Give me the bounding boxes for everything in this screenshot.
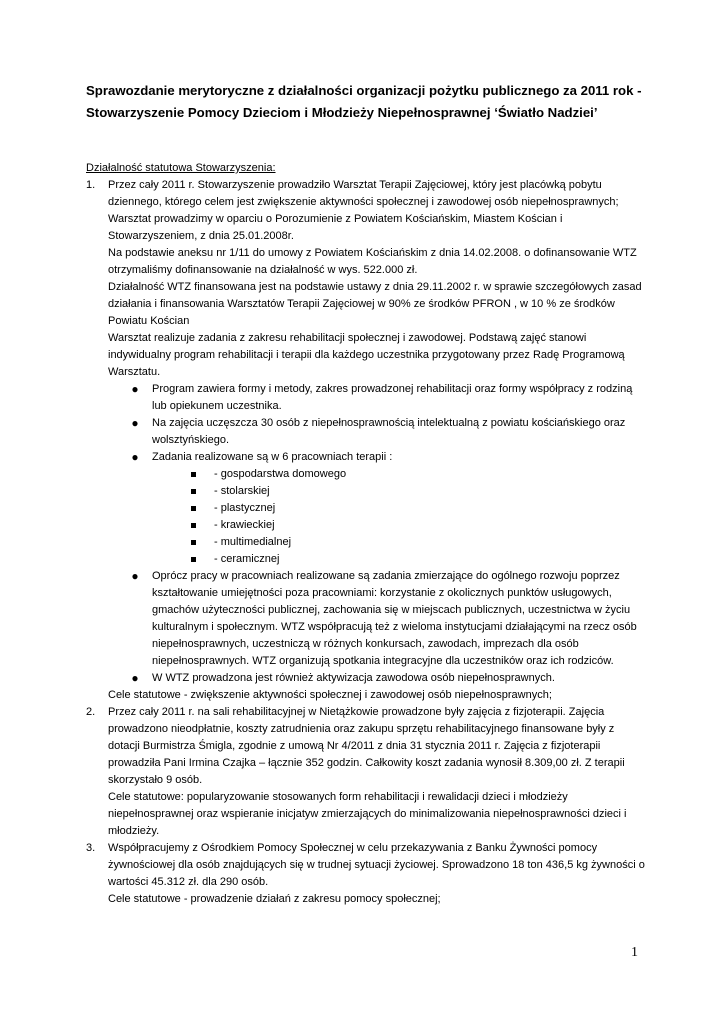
bullet-text: Program zawiera formy i metody, zakres prowadzonej rehabilitacji oraz formy współpracy z rodziną lub opiekunem uczestnika.: [152, 383, 633, 412]
bullet-dot-icon: ●: [131, 671, 139, 685]
section-heading: Działalność statutowa Stowarzyszenia:: [86, 162, 276, 174]
workshop-item: [190, 466, 646, 483]
workshop-item: [190, 500, 646, 517]
workshop-name: - multimedialnej: [214, 536, 292, 548]
list-item-3: [86, 840, 646, 908]
workshop-list: [108, 466, 646, 568]
workshop-item: [190, 483, 646, 500]
square-bullet-icon: [191, 540, 196, 545]
workshop-item: [190, 517, 646, 534]
bullet-item: [128, 381, 646, 415]
paragraph: Cele statutowe - prowadzenie działań z zakresu pomocy społecznej;: [108, 893, 441, 905]
paragraph: Współpracujemy z Ośrodkiem Pomocy Społecznej w celu przekazywania z Banku Żywności pomocy żywnościowej dla osób znajdujących się w trudnej sytuacji życiowej. Sprowadzono 18 ton 436,5 kg żywności o wartości 45.312 zł. dla 290 osób.: [108, 842, 645, 888]
workshop-name: - ceramicznej: [214, 553, 280, 565]
paragraph: Przez cały 2011 r. Stowarzyszenie prowadziło Warsztat Terapii Zajęciowej, który jest placówką pobytu dziennego, którego celem jest zwiększenie aktywności społecznej i zawodowej osób niepełnosprawnych;: [108, 179, 619, 208]
paragraph: Warsztat prowadzimy w oparciu o Porozumienie z Powiatem Kościańskim, Miastem Kościan i Stowarzyszeniem, z dnia 25.01.2008r.: [108, 213, 563, 242]
item-number: 1.: [86, 179, 96, 191]
document-body: [86, 160, 646, 908]
square-bullet-icon: [191, 489, 196, 494]
paragraph: Na podstawie aneksu nr 1/11 do umowy z Powiatem Kościańskim z dnia 14.02.2008. o dofinansowanie WTZ otrzymaliśmy dofinansowanie na działalność w wys. 522.000 zł.: [108, 247, 637, 276]
bullet-item: [128, 415, 646, 449]
paragraph: Cele statutowe: popularyzowanie stosowanych form rehabilitacji i rewalidacji dzieci i młodzieży niepełnosprawnej oraz wspieranie inicjatyw zmierzających do minimalizowania niepełnosprawności dzieci i młodzieży.: [108, 791, 627, 837]
list-item-2: [86, 704, 646, 840]
list-item-1: [86, 177, 646, 704]
workshop-item: [190, 534, 646, 551]
bullet-list: [108, 381, 646, 466]
bullet-dot-icon: ●: [131, 569, 139, 583]
square-bullet-icon: [191, 557, 196, 562]
bullet-text: Oprócz pracy w pracowniach realizowane są zadania zmierzające do ogólnego rozwoju poprzez kształtowanie umiejętności poza pracowniami: korzystanie z okolicznych punktów usługowych, gmachów użyteczności publicznej, zachowania się w miejscach publicznych, uczestnictwa w życiu kulturalnym i społecznym. WTZ współpracują też z wieloma instytucjami działającymi na rzecz osób niepełnosprawnych, uczestniczą w różnych konkursach, zawodach, imprezach dla osób niepełnosprawnych. WTZ organizują spotkania integracyjne dla uczestników oraz ich rodziców.: [152, 570, 637, 667]
page-number: 1: [631, 945, 638, 960]
bullet-text: Zadania realizowane są w 6 pracowniach terapii :: [152, 451, 393, 463]
bullet-item: [128, 568, 646, 670]
bullet-text: Na zajęcia uczęszcza 30 osób z niepełnosprawnością intelektualną z powiatu kościańskiego oraz wolsztyńskiego.: [152, 417, 626, 446]
bullet-list: [108, 568, 646, 687]
bullet-text: W WTZ prowadzona jest również aktywizacja zawodowa osób niepełnosprawnych.: [152, 672, 555, 684]
workshop-name: - krawieckiej: [214, 519, 275, 531]
bullet-item: [128, 670, 646, 687]
paragraph: Przez cały 2011 r. na sali rehabilitacyjnej w Nietążkowie prowadzone były zajęcia z fizjoterapii. Zajęcia prowadzono nieodpłatnie, koszty zatrudnienia oraz zakupu sprzętu rehabilitacyjnego finansowane były z dotacji Burmistrza Śmigla, zgodnie z umową Nr 4/2011 z dnia 31 stycznia 2011 r. Zajęcia z fizjoterapii prowadziła Pani Irmina Czajka – łącznie 352 godzin. Całkowity koszt zadania wynosił 8.309,00 zł. Z terapii skorzystało 9 osób.: [108, 706, 625, 786]
bullet-dot-icon: ●: [131, 416, 139, 430]
workshop-name: - stolarskiej: [214, 485, 270, 497]
square-bullet-icon: [191, 523, 196, 528]
workshop-name: - plastycznej: [214, 502, 276, 514]
square-bullet-icon: [191, 506, 196, 511]
paragraph: Warsztat realizuje zadania z zakresu rehabilitacji społecznej i zawodowej. Podstawą zajęć stanowi indywidualny program rehabilitacji i terapii dla każdego uczestnika przygotowany przez Radę Programową Warsztatu.: [108, 332, 625, 378]
bullet-item: [128, 449, 646, 466]
item-number: 3.: [86, 842, 96, 854]
statutory-goals: Cele statutowe - zwiększenie aktywności społecznej i zawodowej osób niepełnosprawnych;: [108, 689, 552, 701]
document-title: Sprawozdanie merytoryczne z działalności organizacji pożytku publicznego za 2011 rok - Stowarzyszenie Pomocy Dzieciom i Młodzieży Niepełnosprawnej ‘Światło Nadziei’: [86, 83, 642, 120]
bullet-dot-icon: ●: [131, 382, 139, 396]
workshop-name: - gospodarstwa domowego: [214, 468, 347, 480]
bullet-dot-icon: ●: [131, 450, 139, 464]
statutory-activities-list: [86, 177, 646, 908]
square-bullet-icon: [191, 472, 196, 477]
item-number: 2.: [86, 706, 96, 718]
paragraph: Działalność WTZ finansowana jest na podstawie ustawy z dnia 29.11.2002 r. w sprawie szczegółowych zasad działania i finansowania Warsztatów Terapii Zajęciowej w 90% ze środków PFRON , w 10 % ze środków Powiatu Kościan: [108, 281, 642, 327]
workshop-item: [190, 551, 646, 568]
